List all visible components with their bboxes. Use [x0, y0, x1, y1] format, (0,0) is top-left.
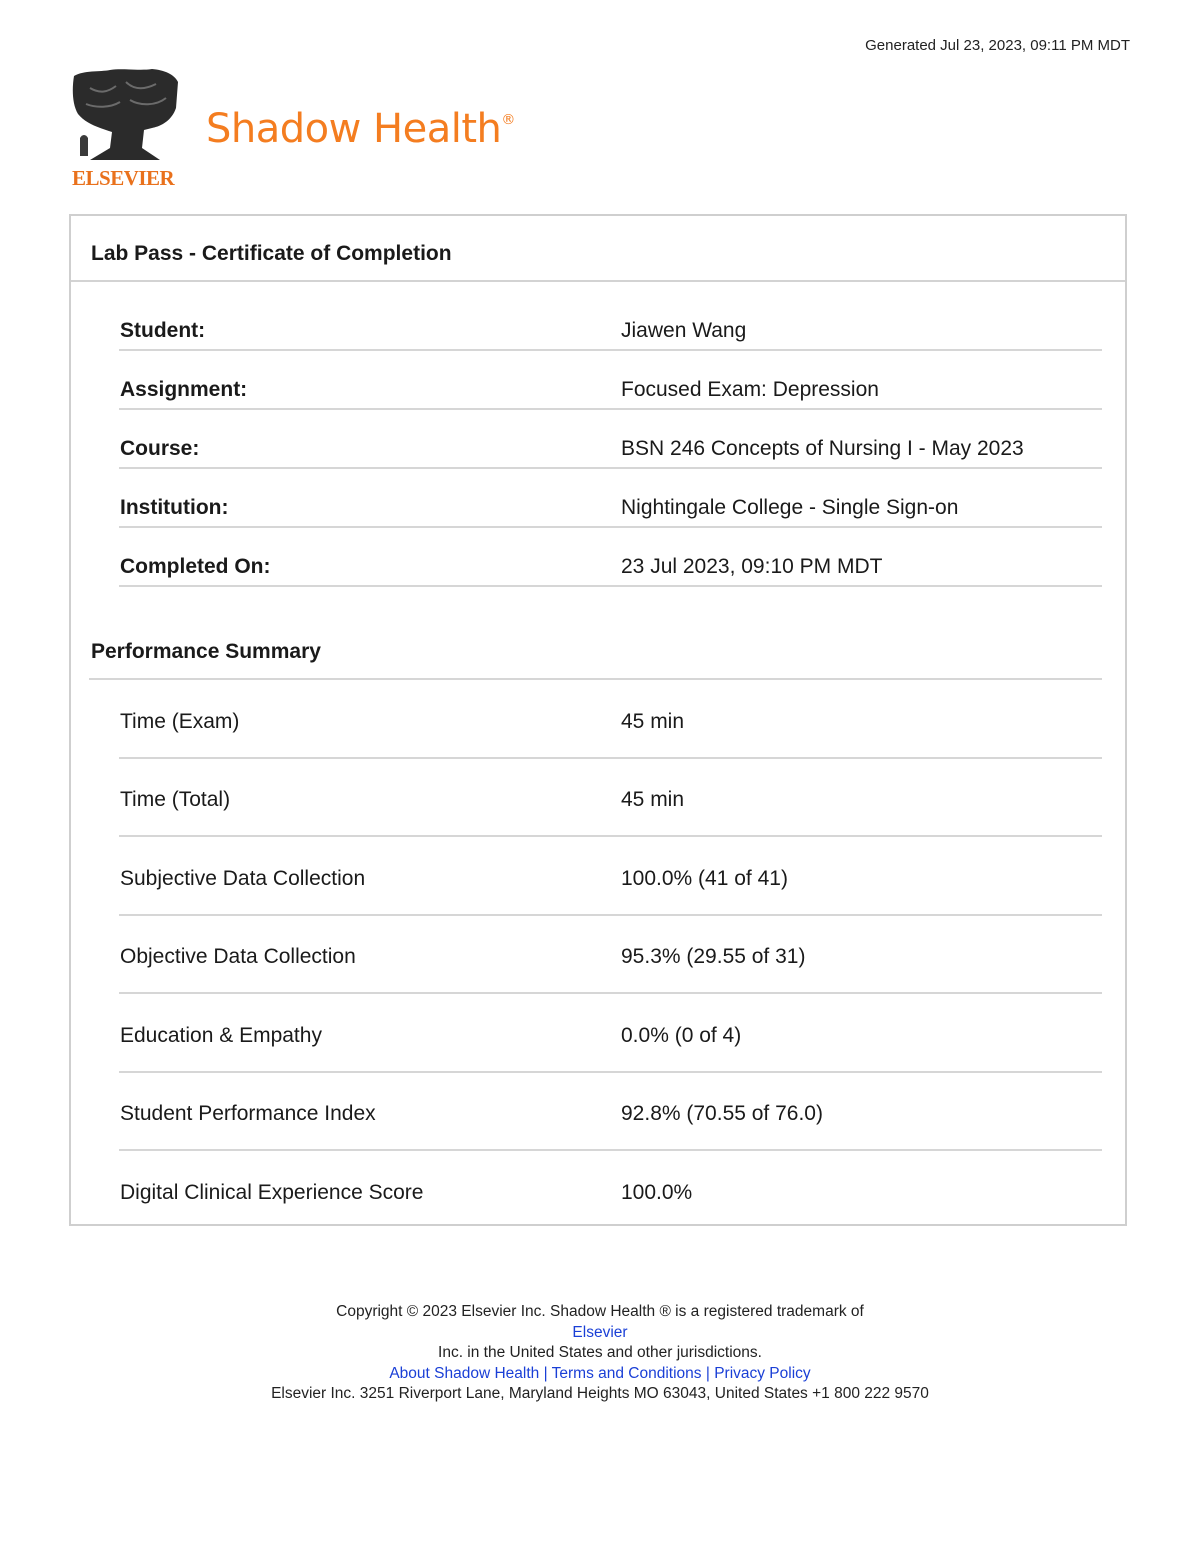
address-text: Elsevier Inc. 3251 Riverport Lane, Maryland Heights MO 63043, United States +1 800 222 9570	[271, 1385, 929, 1402]
copyright-text: Copyright © 2023 Elsevier Inc. Shadow Health ® is a registered trademark of	[336, 1303, 864, 1320]
info-row-student	[119, 292, 1102, 351]
perf-value: 100.0% (41 of 41)	[621, 867, 788, 890]
perf-value: 45 min	[621, 788, 685, 811]
info-label: Completed On:	[120, 555, 271, 578]
info-value: BSN 246 Concepts of Nursing I - May 2023	[621, 437, 1024, 460]
perf-row-spi	[119, 1072, 1102, 1151]
shadow-health-logo	[206, 106, 515, 152]
terms-link[interactable]: Terms and Conditions	[551, 1364, 702, 1382]
perf-label: Time (Exam)	[120, 710, 240, 733]
footer	[0, 1302, 1200, 1405]
info-label: Institution:	[120, 496, 229, 519]
elsevier-tree-logo	[70, 68, 180, 166]
perf-label: Digital Clinical Experience Score	[120, 1181, 424, 1204]
perf-label: Objective Data Collection	[120, 945, 356, 968]
perf-row-objective	[119, 915, 1102, 994]
perf-label: Subjective Data Collection	[120, 867, 366, 890]
perf-row-education-empathy	[119, 994, 1102, 1073]
info-label: Assignment:	[120, 378, 248, 401]
footer-links	[0, 1364, 1200, 1385]
perf-value: 45 min	[621, 710, 685, 733]
info-value: Jiawen Wang	[621, 319, 747, 342]
info-row-course	[119, 410, 1102, 469]
jurisdiction-text: Inc. in the United States and other jurisdictions.	[438, 1344, 762, 1361]
perf-row-time-exam	[119, 680, 1102, 759]
info-label: Course:	[120, 437, 200, 460]
perf-value: 100.0%	[621, 1181, 693, 1204]
perf-value: 92.8% (70.55 of 76.0)	[621, 1102, 823, 1125]
brand-name: Shadow Health	[206, 106, 502, 152]
logo-header	[70, 68, 540, 188]
perf-label: Time (Total)	[120, 788, 231, 811]
info-row-institution	[119, 469, 1102, 528]
elsevier-wordmark: ELSEVIER	[72, 166, 175, 190]
perf-row-subjective	[119, 837, 1102, 916]
link-separator: |	[539, 1364, 552, 1382]
info-value: 23 Jul 2023, 09:10 PM MDT	[621, 555, 883, 578]
perf-value: 95.3% (29.55 of 31)	[621, 945, 806, 968]
info-row-assignment	[119, 351, 1102, 410]
registered-mark: ®	[501, 111, 515, 128]
perf-label: Education & Empathy	[120, 1024, 322, 1047]
info-row-completed-on	[119, 528, 1102, 587]
about-shadow-health-link[interactable]: About Shadow Health	[389, 1364, 540, 1382]
info-label: Student:	[120, 319, 206, 342]
perf-label: Student Performance Index	[120, 1102, 376, 1125]
elsevier-link[interactable]: Elsevier	[572, 1323, 628, 1341]
info-value: Focused Exam: Depression	[621, 378, 879, 401]
certificate-title: Lab Pass - Certificate of Completion	[71, 216, 1125, 282]
perf-value: 0.0% (0 of 4)	[621, 1024, 742, 1047]
info-value: Nightingale College - Single Sign-on	[621, 496, 959, 519]
certificate-card	[69, 214, 1127, 1226]
performance-summary-heading: Performance Summary	[91, 640, 321, 663]
perf-row-dce-score	[119, 1151, 1102, 1230]
privacy-policy-link[interactable]: Privacy Policy	[714, 1364, 811, 1382]
link-separator: |	[701, 1364, 715, 1382]
generated-timestamp: Generated Jul 23, 2023, 09:11 PM MDT	[865, 37, 1130, 54]
perf-row-time-total	[119, 758, 1102, 837]
